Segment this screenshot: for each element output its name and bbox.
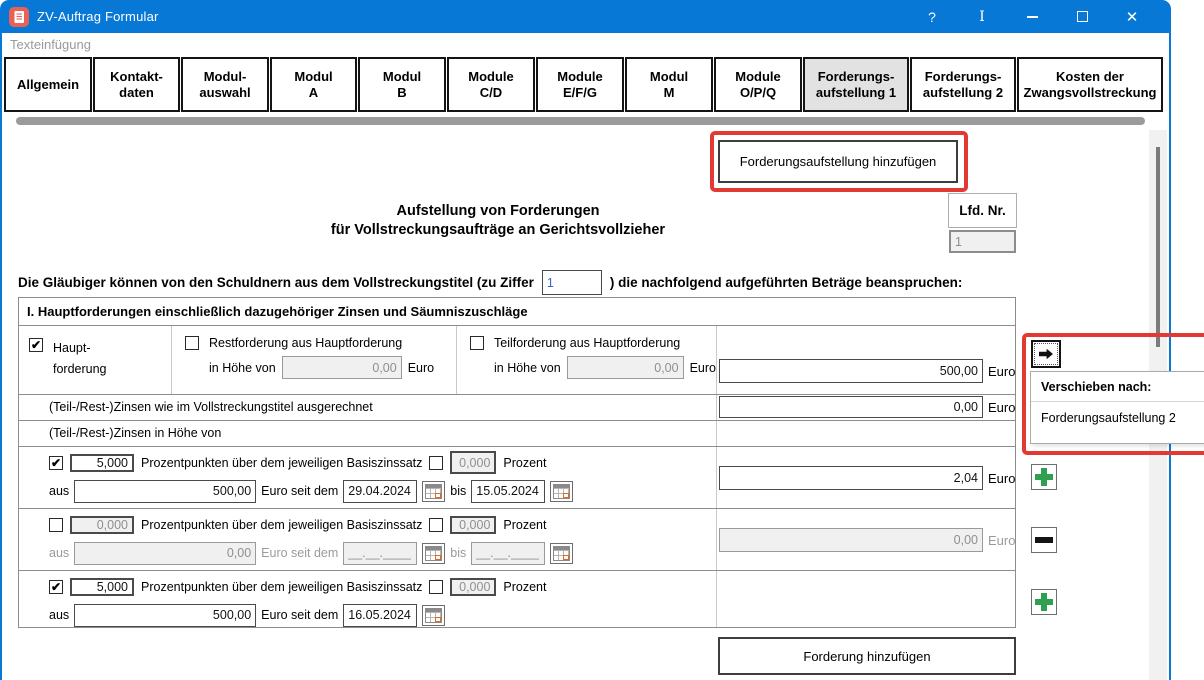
horizontal-scrollbar[interactable] <box>16 117 1145 125</box>
tab-allgemein[interactable]: Allgemein <box>4 57 92 112</box>
interest1-rate-input[interactable]: 5,000 <box>70 454 134 472</box>
minus-icon <box>1035 537 1053 543</box>
title-bar <box>0 0 1171 33</box>
interest2-result-input[interactable]: 0,00 <box>719 528 983 552</box>
interest1-amount-input[interactable]: 500,00 <box>74 480 256 503</box>
zinsen-hoehe-row <box>19 420 1015 446</box>
add-interest-row-button-1[interactable] <box>1031 464 1057 490</box>
interest1-from-input[interactable]: 29.04.2024 <box>343 480 417 503</box>
plus-icon <box>1035 468 1053 486</box>
tab-modul-m[interactable]: Modul M <box>625 57 713 112</box>
tab-modul-a[interactable]: Modul A <box>270 57 357 112</box>
maximize-button[interactable] <box>1057 0 1107 33</box>
minimize-icon <box>1027 16 1038 18</box>
add-claim-button[interactable]: Forderung hinzufügen <box>718 637 1016 675</box>
remove-interest-row-button[interactable] <box>1031 527 1057 553</box>
interest3-pct-checkbox[interactable] <box>429 580 443 594</box>
zinsen-titel-label: (Teil-/Rest-)Zinsen wie im Vollstreckungstitel ausgerechnet <box>49 400 373 414</box>
window-border-left <box>0 30 2 680</box>
tab-forderungsaufstellung-2[interactable]: Forderungs- aufstellung 2 <box>910 57 1016 112</box>
vertical-scrollbar-thumb[interactable] <box>1156 147 1160 347</box>
interest2-from-calendar-button[interactable] <box>422 543 445 564</box>
restforderung-amount-input[interactable]: 0,00 <box>282 356 402 379</box>
interest1-from-calendar-button[interactable] <box>422 481 445 502</box>
zinsen-titel-amount-input[interactable]: 0,00 <box>719 396 983 418</box>
tab-modul-b[interactable]: Modul B <box>358 57 446 112</box>
interest3-from-calendar-button[interactable] <box>422 605 445 626</box>
interest2-checkbox[interactable] <box>49 518 63 532</box>
hauptforderung-amount-input[interactable]: 500,00 <box>719 359 983 383</box>
interest2-from-input[interactable]: __.__.____ <box>343 542 417 565</box>
interest-row-2: 0,000 Prozentpunkten über dem jeweiligen Basiszinssatz 0,000 Prozent aus 0,00 Euro seit dem __.__.____ bis __.__.____ 0,00 Euro <box>19 508 1015 570</box>
interest1-result-input[interactable]: 2,04 <box>719 466 983 490</box>
tab-modulauswahl[interactable]: Modul- auswahl <box>181 57 269 112</box>
interest2-amount-input[interactable]: 0,00 <box>74 542 256 565</box>
interest2-pct-checkbox[interactable] <box>429 518 443 532</box>
tab-module-efg[interactable]: Module E/F/G <box>536 57 624 112</box>
interest3-checkbox[interactable]: ✔ <box>50 579 62 594</box>
hauptforderung-label: Haupt- forderung <box>53 341 107 376</box>
interest2-to-input[interactable]: __.__.____ <box>471 542 545 565</box>
interest3-amount-input[interactable]: 500,00 <box>74 604 256 627</box>
interest1-to-input[interactable]: 15.05.2024 <box>471 480 545 503</box>
interest2-to-calendar-button[interactable] <box>550 543 573 564</box>
intro-sentence: Die Gläubiger können von den Schuldnern aus dem Vollstreckungstitel (zu Ziffer 1 ) die nachfolgend aufgeführten Beträge beanspruchen: <box>18 270 962 295</box>
minimize-button[interactable] <box>1007 0 1057 33</box>
interest3-from-input[interactable]: 16.05.2024 <box>343 604 417 627</box>
interest1-pct-checkbox[interactable] <box>429 456 443 470</box>
zinsen-titel-row: (Teil-/Rest-)Zinsen wie im Vollstreckungstitel ausgerechnet 0,00 Euro <box>19 394 1015 420</box>
plus-icon <box>1035 593 1053 611</box>
move-to-button[interactable] <box>1031 340 1061 368</box>
tab-kosten-zwangsvollstreckung[interactable]: Kosten der Zwangsvollstreckung <box>1017 57 1163 112</box>
interest1-to-calendar-button[interactable] <box>550 481 573 502</box>
page-title: Aufstellung von Forderungen für Vollstreckungsaufträge an Gerichtsvollzieher <box>330 203 666 238</box>
tab-strip <box>4 57 1164 112</box>
insert-cursor-button[interactable]: I <box>979 8 985 25</box>
tab-module-opq[interactable]: Module O/P/Q <box>714 57 802 112</box>
maximize-icon <box>1077 11 1088 22</box>
teilforderung-checkbox[interactable] <box>470 336 484 350</box>
interest2-rate-input[interactable]: 0,000 <box>70 516 134 534</box>
tab-module-cd[interactable]: Module C/D <box>447 57 535 112</box>
move-to-popup-title: Verschieben nach: <box>1031 372 1204 402</box>
help-button[interactable]: ? <box>928 8 936 25</box>
move-to-option-forderungsaufstellung-2[interactable]: Forderungsaufstellung 2 <box>1041 411 1176 425</box>
restforderung-checkbox[interactable] <box>185 336 199 350</box>
add-interest-row-button-2[interactable] <box>1031 589 1057 615</box>
menu-texteinfuegung[interactable]: Texteinfügung <box>10 37 91 52</box>
add-statement-button[interactable]: Forderungsaufstellung hinzufügen <box>718 140 958 183</box>
teilforderung-label: Teilforderung aus Hauptforderung <box>494 336 681 350</box>
tab-forderungsaufstellung-1[interactable]: Forderungs- aufstellung 1 <box>803 57 909 112</box>
lfd-nr-label: Lfd. Nr. <box>948 193 1017 228</box>
zinsen-hoehe-label: (Teil-/Rest-)Zinsen in Höhe von <box>49 426 222 440</box>
interest1-checkbox[interactable]: ✔ <box>50 455 62 470</box>
interest3-pct-input[interactable]: 0,000 <box>450 578 496 596</box>
lfd-nr-input[interactable]: 1 <box>949 230 1016 253</box>
section-header: I. Hauptforderungen einschließlich dazugehöriger Zinsen und Säumniszuschläge <box>27 304 528 319</box>
hauptforderung-checkbox[interactable]: ✔ <box>30 338 42 352</box>
tab-kontaktdaten[interactable]: Kontakt- daten <box>93 57 180 112</box>
app-icon <box>9 7 29 27</box>
close-button[interactable]: ✕ <box>1125 8 1139 26</box>
interest-row-1: ✔ 5,000 Prozentpunkten über dem jeweiligen Basiszinssatz 0,000 Prozent aus 500,00 Euro seit dem 29.04.2024 bis 15.05.2024 2,04 Euro <box>19 446 1015 508</box>
interest3-rate-input[interactable]: 5,000 <box>70 578 134 596</box>
claims-table <box>18 297 1016 628</box>
teilforderung-amount-input[interactable]: 0,00 <box>567 356 684 379</box>
interest2-pct-input[interactable]: 0,000 <box>450 516 496 534</box>
restforderung-label: Restforderung aus Hauptforderung <box>209 336 403 350</box>
interest1-pct-input[interactable]: 0,000 <box>450 451 496 474</box>
hauptforderung-row: ✔ Haupt- forderung Restforderung aus Hauptforderung in Höhe von 0,00 Euro Teilforderung aus Hauptforderung in Höhe von 0,00 Euro 500,00 Euro <box>19 325 1015 394</box>
interest-row-3: ✔ 5,000 Prozentpunkten über dem jeweiligen Basiszinssatz 0,000 Prozent aus 500,00 Euro seit dem 16.05.2024 <box>19 570 1015 627</box>
ziffer-input[interactable]: 1 <box>542 270 602 295</box>
window-title: ZV-Auftrag Formular <box>37 9 159 24</box>
move-to-popup <box>1030 371 1204 444</box>
